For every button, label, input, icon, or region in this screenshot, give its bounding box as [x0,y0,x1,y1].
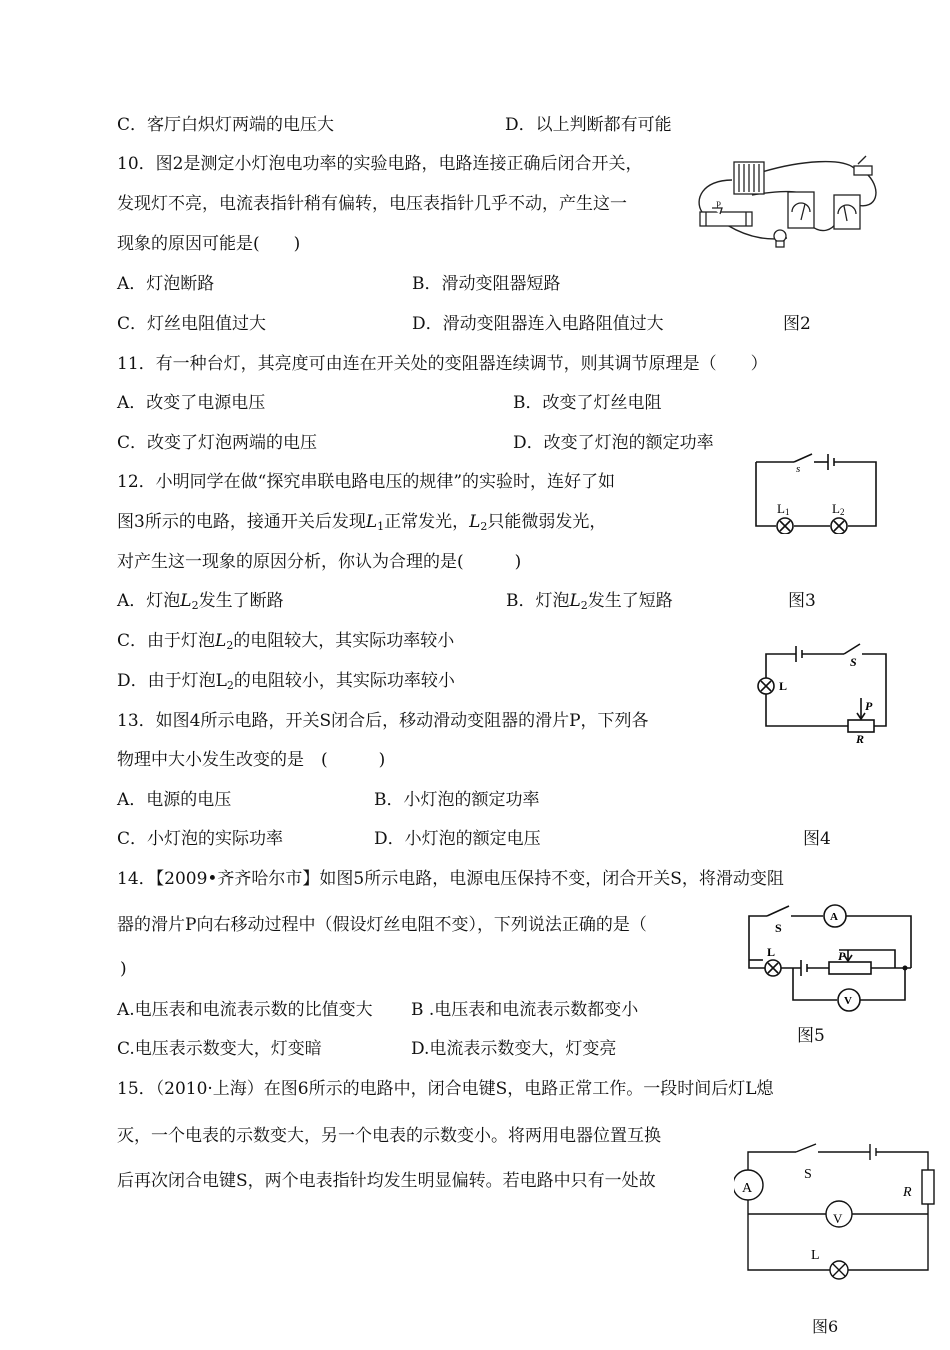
q12-stem-line2: 图3所示的电路，接通开关后发现$L_1$正常发光，$L_2$只能微弱发光， [117,512,607,533]
svg-text:P: P [716,200,722,210]
figure-5-voltmeter-label: V [844,995,852,1007]
figure-3-lamp1-label: L1 [777,501,790,517]
q15-stem-line1: 15．（2010·上海）在图6所示的电路中，闭合电键S，电路正常工作。一段时间后灯L熄 [117,1079,774,1099]
q12-option-b: B．灯泡$L_2$发生了短路 [506,591,673,612]
q10-option-d: D．滑动变阻器连入电路阻值过大 [412,314,664,334]
q12-option-d: D．由于灯泡$L_2$的电阻较小，其实际功率较小 [117,671,455,692]
figure-6-caption: 图6 [812,1317,839,1336]
figure-6-circuit-diagram [734,1140,940,1288]
q11-option-b: B．改变了灯丝电阻 [513,393,662,413]
q9-option-d: D．以上判断都有可能 [505,115,672,135]
q9-option-c: C．客厅白炽灯两端的电压大 [117,115,335,135]
figure-4-caption: 图4 [803,829,831,849]
figure-4-slider-label: P [865,699,873,713]
q10-stem-line3: 现象的原因可能是( ) [117,234,301,254]
q10-stem-line1: 10．图2是测定小灯泡电功率的实验电路，电路连接正确后闭合开关， [117,154,643,174]
q13-option-d: D．小灯泡的额定电压 [374,829,541,849]
figure-5-switch-label: S [775,921,782,935]
q12-stem-line1: 12．小明同学在做“探究串联电路电压的规律”的实验时，连好了如 [117,472,616,492]
q11-option-a: A．改变了电源电压 [117,393,266,413]
figure-5-lamp-label: L [767,945,776,959]
figure-6-switch-label: S [804,1167,812,1182]
q14-option-c: C.电压表示数变大，灯变暗 [117,1039,322,1059]
q13-stem-line2: 物理中大小发生改变的是 ( ) [117,750,386,770]
q11-option-d: D．改变了灯泡的额定功率 [513,433,714,453]
figure-4-switch-label: S [850,655,857,669]
q15-stem-line3: 后再次闭合电键S，两个电表指针均发生明显偏转。若电路中只有一处故 [117,1171,656,1191]
figure-4-resistor-label: R [856,732,865,744]
figure-2-apparatus-illustration [692,150,882,254]
q13-option-b: B．小灯泡的额定功率 [374,790,540,810]
figure-3-caption: 图3 [788,591,816,611]
figure-5-caption: 图5 [797,1026,825,1046]
q14-option-d: D.电流表示数变大，灯变亮 [411,1039,617,1059]
q13-option-a: A．电源的电压 [117,790,232,810]
figure-3-switch-label: s [796,463,801,475]
q14-stem-line2: 器的滑片P向右移动过程中（假设灯丝电阻不变），下列说法正确的是（ [117,915,647,935]
q13-stem-line1: 13．如图4所示电路，开关S闭合后，移动滑动变阻器的滑片P，下列各 [117,711,649,731]
figure-6-voltmeter-label: V [833,1211,843,1226]
figure-3-lamp2-label: L2 [832,501,845,517]
q11-option-c: C．改变了灯泡两端的电压 [117,433,318,453]
figure-3-circuit-diagram [750,452,882,534]
q12-option-c: C．由于灯泡$L_2$的电阻较大，其实际功率较小 [117,631,455,652]
figure-2-caption: 图2 [783,314,811,334]
q15-stem-line2: 灭，一个电表的示数变大，另一个电表的示数变小。将两用电器位置互换 [117,1126,661,1146]
q11-stem-line1: 11．有一种台灯，其亮度可由连在开关处的变阻器连续调节，则其调节原理是（ ） [117,354,768,374]
q14-option-b: B .电压表和电流表示数都变小 [411,1000,639,1020]
figure-6-ammeter-label: A [742,1181,753,1196]
q13-option-c: C．小灯泡的实际功率 [117,829,284,849]
q12-stem-line3: 对产生这一现象的原因分析，你认为合理的是( ) [117,552,522,572]
q10-option-c: C．灯丝电阻值过大 [117,314,267,334]
q14-stem-line1: 14．【2009•齐齐哈尔市】如图5所示电路，电源电压保持不变，闭合开关S，将滑动变阻 [117,869,784,889]
figure-5-slider-label: P [838,949,846,963]
q10-option-a: A．灯泡断路 [117,274,215,294]
q14-stem-line3: ) [120,959,127,979]
q14-option-a: A.电压表和电流表示数的比值变大 [117,1000,373,1020]
figure-6-resistor-label: R [903,1185,912,1200]
figure-6-lamp-label: L [811,1248,820,1263]
q10-option-b: B．滑动变阻器短路 [412,274,561,294]
figure-4-lamp-label: L [779,679,788,693]
figure-4-circuit-diagram [752,640,892,744]
q12-option-a: A．灯泡$L_2$发生了断路 [117,591,284,612]
q10-stem-line2: 发现灯不亮，电流表指针稍有偏转，电压表指针几乎不动，产生这一 [117,194,627,214]
figure-5-ammeter-label: A [830,911,838,923]
figure-5-circuit-diagram [745,902,920,1014]
